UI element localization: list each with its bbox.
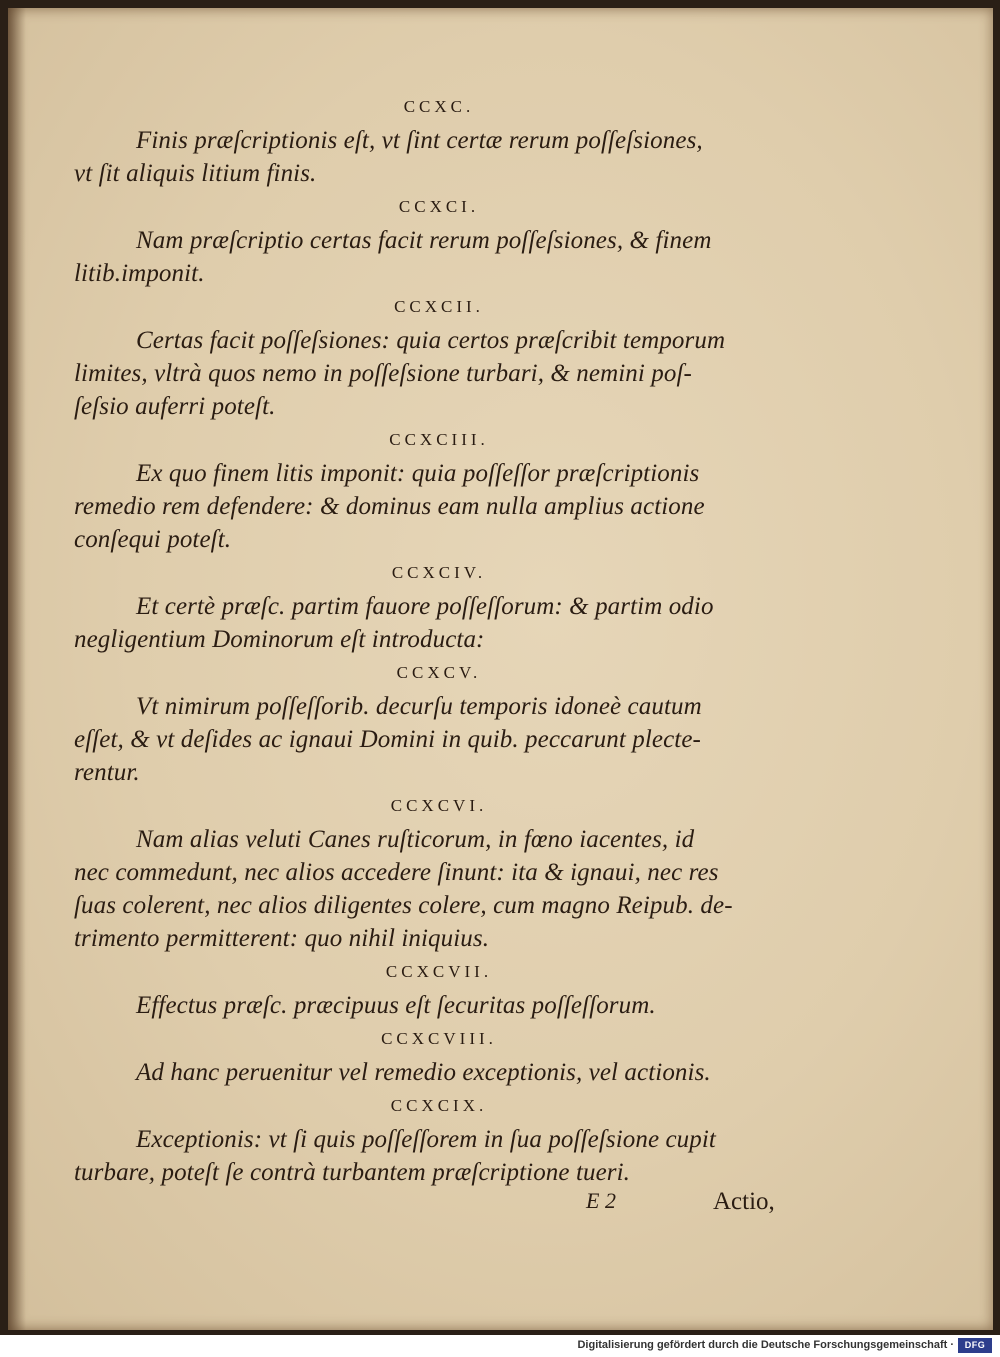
section-ccxcviii bbox=[74, 1022, 794, 1089]
text-line: litib.imponit. bbox=[74, 260, 205, 287]
section-ccxci bbox=[74, 190, 794, 290]
section-number: CCXCVIII. bbox=[381, 1029, 497, 1048]
text-line: Vt nimirum poſſeſſorib. decurſu temporis idoneè cautum bbox=[136, 693, 702, 720]
section-number: CCXCIII. bbox=[389, 430, 489, 449]
text-line: Finis præſcriptionis eſt, vt ſint certæ rerum poſſeſsiones, bbox=[136, 127, 703, 154]
section-number: CCXCI. bbox=[398, 197, 480, 216]
digitization-footer bbox=[0, 1335, 1000, 1357]
text-line: limites, vltrà quos nemo in poſſeſsione turbari, & nemini poſ- bbox=[74, 360, 692, 387]
section-ccxciii bbox=[74, 423, 794, 556]
text-line: Nam præſcriptio certas facit rerum poſſeſsiones, & finem bbox=[136, 227, 712, 254]
text-line: turbare, poteſt ſe contrà turbantem præſcriptione tueri. bbox=[74, 1159, 631, 1186]
section-ccxciv bbox=[74, 556, 794, 656]
section-ccxcix bbox=[74, 1089, 794, 1189]
text-line: Et certè præſc. partim fauore poſſeſſorum: & partim odio bbox=[136, 593, 714, 620]
footer-credit: Digitalisierung gefördert durch die Deutsche Forschungsgemeinschaft · bbox=[577, 1339, 954, 1351]
section-ccxcvii bbox=[74, 955, 794, 1022]
section-ccxc bbox=[74, 90, 794, 190]
section-ccxcv bbox=[74, 656, 794, 789]
section-number: CCXCVI. bbox=[390, 796, 488, 815]
text-line: Ex quo finem litis imponit: quia poſſeſſor præſcriptionis bbox=[136, 460, 700, 487]
text-line: nec commedunt, nec alios accedere ſinunt: ita & ignaui, nec res bbox=[74, 859, 719, 886]
text-line: eſſet, & vt deſides ac ignaui Domini in quib. peccarunt plecte- bbox=[74, 726, 701, 753]
signature-mark: E 2 bbox=[586, 1188, 616, 1213]
text-line: rentur. bbox=[74, 759, 140, 786]
text-line: Ad hanc peruenitur vel remedio exceptionis, vel actionis. bbox=[136, 1059, 711, 1086]
text-line: negligentium Dominorum eſt introducta: bbox=[74, 626, 485, 653]
text-line: trimento permitterent: quo nihil iniquius. bbox=[74, 925, 490, 952]
text-line: Effectus præſc. præcipuus eſt ſecuritas poſſeſſorum. bbox=[136, 992, 656, 1019]
text-line: ſeſsio auferri poteſt. bbox=[74, 393, 276, 420]
text-line: conſequi poteſt. bbox=[74, 526, 232, 553]
book-page bbox=[8, 8, 993, 1330]
dfg-logo: DFG bbox=[958, 1338, 992, 1353]
section-ccxcvi bbox=[74, 789, 794, 955]
section-number: CCXCIV. bbox=[391, 563, 487, 582]
text-line: remedio rem defendere: & dominus eam nulla amplius actione bbox=[74, 493, 705, 520]
text-line: Exceptionis: vt ſi quis poſſeſſorem in ſua poſſeſsione cupit bbox=[136, 1126, 716, 1153]
catchword: Actio, bbox=[713, 1188, 775, 1215]
text-line: Nam alias veluti Canes ruſticorum, in fœno iacentes, id bbox=[136, 826, 695, 853]
section-ccxcii bbox=[74, 290, 794, 423]
text-line: ſuas colerent, nec alios diligentes colere, cum magno Reipub. de- bbox=[74, 892, 733, 919]
page-text bbox=[74, 90, 794, 1189]
section-number: CCXCII. bbox=[394, 297, 484, 316]
section-number: CCXC. bbox=[403, 97, 475, 116]
section-number: CCXCVII. bbox=[385, 962, 493, 981]
text-line: Certas facit poſſeſsiones: quia certos præſcribit temporum bbox=[136, 327, 726, 354]
text-line: vt ſit aliquis litium finis. bbox=[74, 160, 317, 187]
section-number: CCXCV. bbox=[396, 663, 482, 682]
section-number: CCXCIX. bbox=[390, 1096, 488, 1115]
